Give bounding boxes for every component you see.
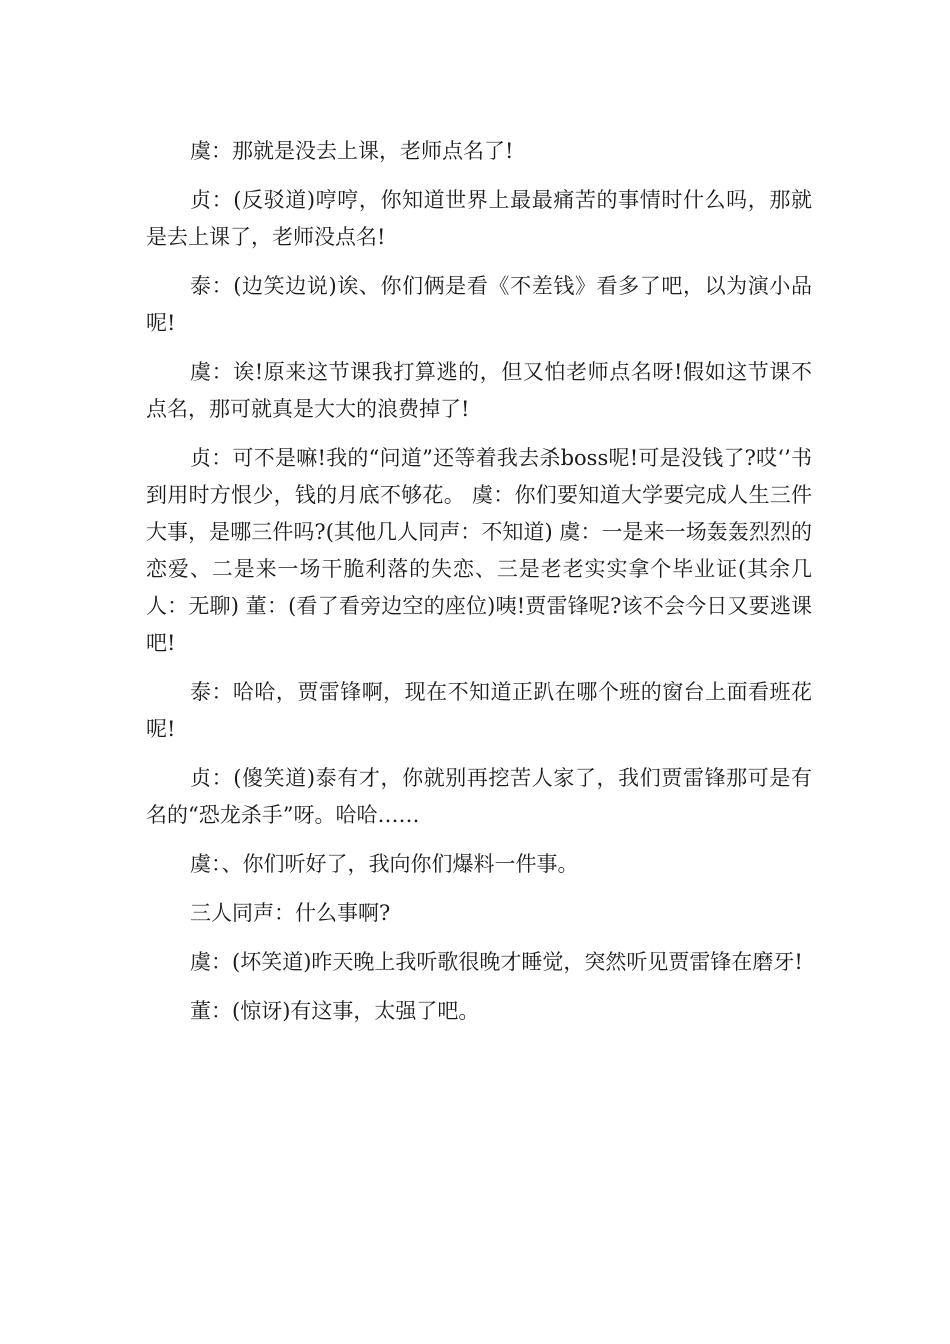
paragraph-8: 虞：、你们听好了，我向你们爆料一件事。: [190, 852, 579, 876]
paragraph-5: 贞：可不是嘛!我的“问道”还等着我去杀boss呢!可是没钱了?哎‘’书到用时方恨少，钱的月底不够花。 虞：你们要知道大学要完成人生三件大事，是哪三件吗?(其他几人同声：不知道) 虞：一是来一场轰轰烈烈的恋爱、二是来一场干脆利落的失恋、三是老老实实拿个毕业证(其余几人：无聊) 董：(看了看旁边空的座位)咦!贾雷锋呢?该不会今日又要逃课吧!: [146, 446, 812, 655]
paragraph-4: 虞：诶!原来这节课我打算逃的，但又怕老师点名呀!假如这节课不点名，那可就真是大大的浪费掉了!: [146, 360, 812, 421]
document-body: [146, 133, 812, 1042]
paragraph-9: 三人同声：什么事啊?: [190, 901, 391, 925]
paragraph-11: 董：(惊讶)有这事，太强了吧。: [190, 999, 480, 1023]
paragraph-10: 虞：(坏笑道)昨天晚上我听歌很晚才睡觉，突然听见贾雷锋在磨牙!: [190, 950, 803, 974]
paragraph-3: 泰：(边笑边说)诶、你们俩是看《不差钱》看多了吧，以为演小品呢!: [146, 274, 812, 335]
paragraph-6: 泰：哈哈，贾雷锋啊，现在不知道正趴在哪个班的窗台上面看班花呢!: [146, 680, 812, 741]
paragraph-7: 贞：(傻笑道)泰有才，你就别再挖苦人家了，我们贾雷锋那可是有名的“恐龙杀手”呀。哈哈……: [146, 766, 812, 827]
paragraph-1: 虞：那就是没去上课，老师点名了!: [190, 139, 514, 163]
paragraph-2: 贞：(反驳道)哼哼，你知道世界上最最痛苦的事情时什么吗，那就是去上课了，老师没点名!: [146, 188, 812, 249]
